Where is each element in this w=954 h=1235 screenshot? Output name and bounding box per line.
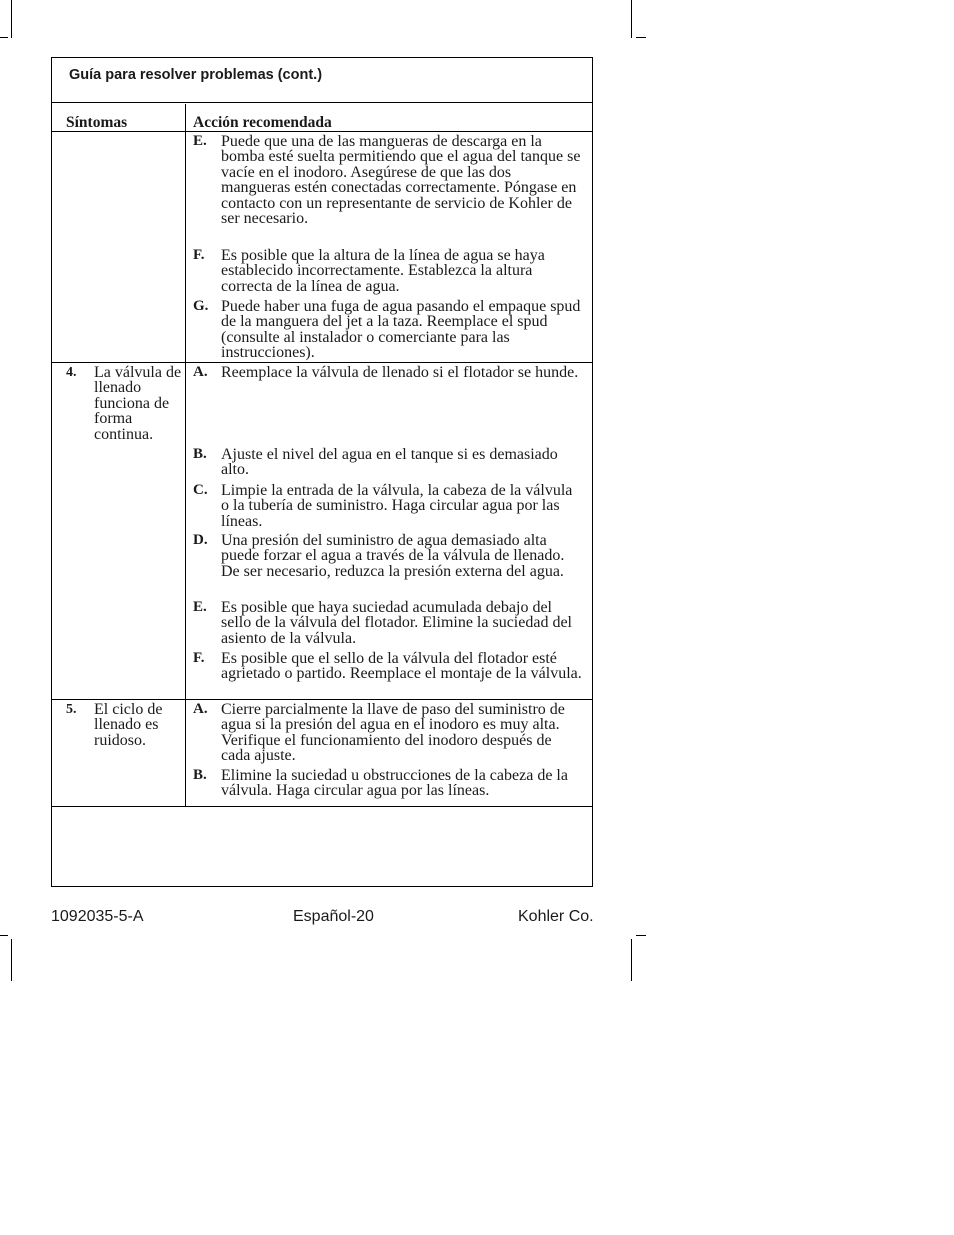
action-text: Limpie la entrada de la válvula, la cabeza de la válvula o la tubería de suministro. Haga circular agua por las líneas.: [221, 482, 573, 530]
action-letter: F.: [193, 247, 205, 263]
crop-mark: [11, 939, 12, 981]
company-name: Kohler Co.: [518, 908, 594, 925]
page-number: Español-20: [293, 908, 374, 925]
action-letter: A.: [193, 364, 208, 380]
action-letter: B.: [193, 767, 207, 783]
action-text: Es posible que el sello de la válvula del flotador esté agrietado o partido. Reemplace el montaje de la válvula.: [221, 650, 582, 683]
action-text: Puede haber una fuga de agua pasando el empaque spud de la manguera del jet a la taza. Reemplace el spud (consulte al instalador o comerciante para las instrucciones).: [221, 298, 581, 362]
crop-mark: [631, 0, 632, 38]
row-divider: [52, 806, 592, 807]
action-header: Acción recomendada: [193, 114, 332, 131]
troubleshooting-table: [51, 57, 593, 887]
action-letter: A.: [193, 701, 208, 717]
row-divider: [52, 699, 592, 700]
crop-mark: [636, 37, 646, 38]
crop-mark: [11, 0, 12, 38]
action-letter: G.: [193, 298, 209, 314]
symptom-text: El ciclo de llenado es ruidoso.: [94, 701, 163, 749]
action-letter: E.: [193, 599, 207, 615]
table-header-row: [52, 103, 592, 132]
action-text: Una presión del suministro de agua demasiado alta puede forzar el agua a través de la válvula de llenado. De ser necesario, reduzca la presión externa del agua.: [221, 532, 565, 580]
action-text: Es posible que la altura de la línea de agua se haya establecido incorrectamente. Establezca la altura correcta de la línea de agua.: [221, 247, 545, 295]
document-number: 1092035-5-A: [51, 908, 144, 925]
action-text: Reemplace la válvula de llenado si el flotador se hunde.: [221, 364, 579, 381]
crop-mark: [0, 37, 8, 38]
action-letter: B.: [193, 446, 207, 462]
action-text: Es posible que haya suciedad acumulada debajo del sello de la válvula del flotador. Elimine la suciedad del asiento de la válvula.: [221, 599, 572, 647]
table-title-row: [52, 58, 592, 103]
crop-mark: [0, 935, 8, 936]
column-divider: [185, 104, 186, 806]
symptom-number: 5.: [66, 702, 77, 717]
action-text: Cierre parcialmente la llave de paso del suministro de agua si la presión del agua en el inodoro es muy alta. Verifique el funcionamiento del inodoro después de cada ajuste.: [221, 701, 565, 765]
symptoms-header: Síntomas: [66, 114, 128, 131]
action-letter: C.: [193, 482, 208, 498]
crop-mark: [631, 939, 632, 981]
action-text: Puede que una de las mangueras de descarga en la bomba esté suelta permitiendo que el agua del tanque se vacíe en el inodoro. Asegúrese de que las dos mangueras estén conectadas correctamente. Póngase en contacto con un representante de servicio de Kohler de ser necesario.: [221, 133, 581, 228]
table-title: Guía para resolver problemas (cont.): [69, 67, 323, 83]
crop-mark: [636, 935, 646, 936]
action-letter: E.: [193, 133, 207, 149]
row-divider: [52, 362, 592, 363]
action-text: Ajuste el nivel del agua en el tanque si es demasiado alto.: [221, 446, 558, 479]
symptom-number: 4.: [66, 365, 77, 380]
action-letter: F.: [193, 650, 205, 666]
action-letter: D.: [193, 532, 208, 548]
action-text: Elimine la suciedad u obstrucciones de la cabeza de la válvula. Haga circular agua por las líneas.: [221, 767, 568, 800]
symptom-text: La válvula de llenado funciona de forma continua.: [94, 364, 182, 443]
